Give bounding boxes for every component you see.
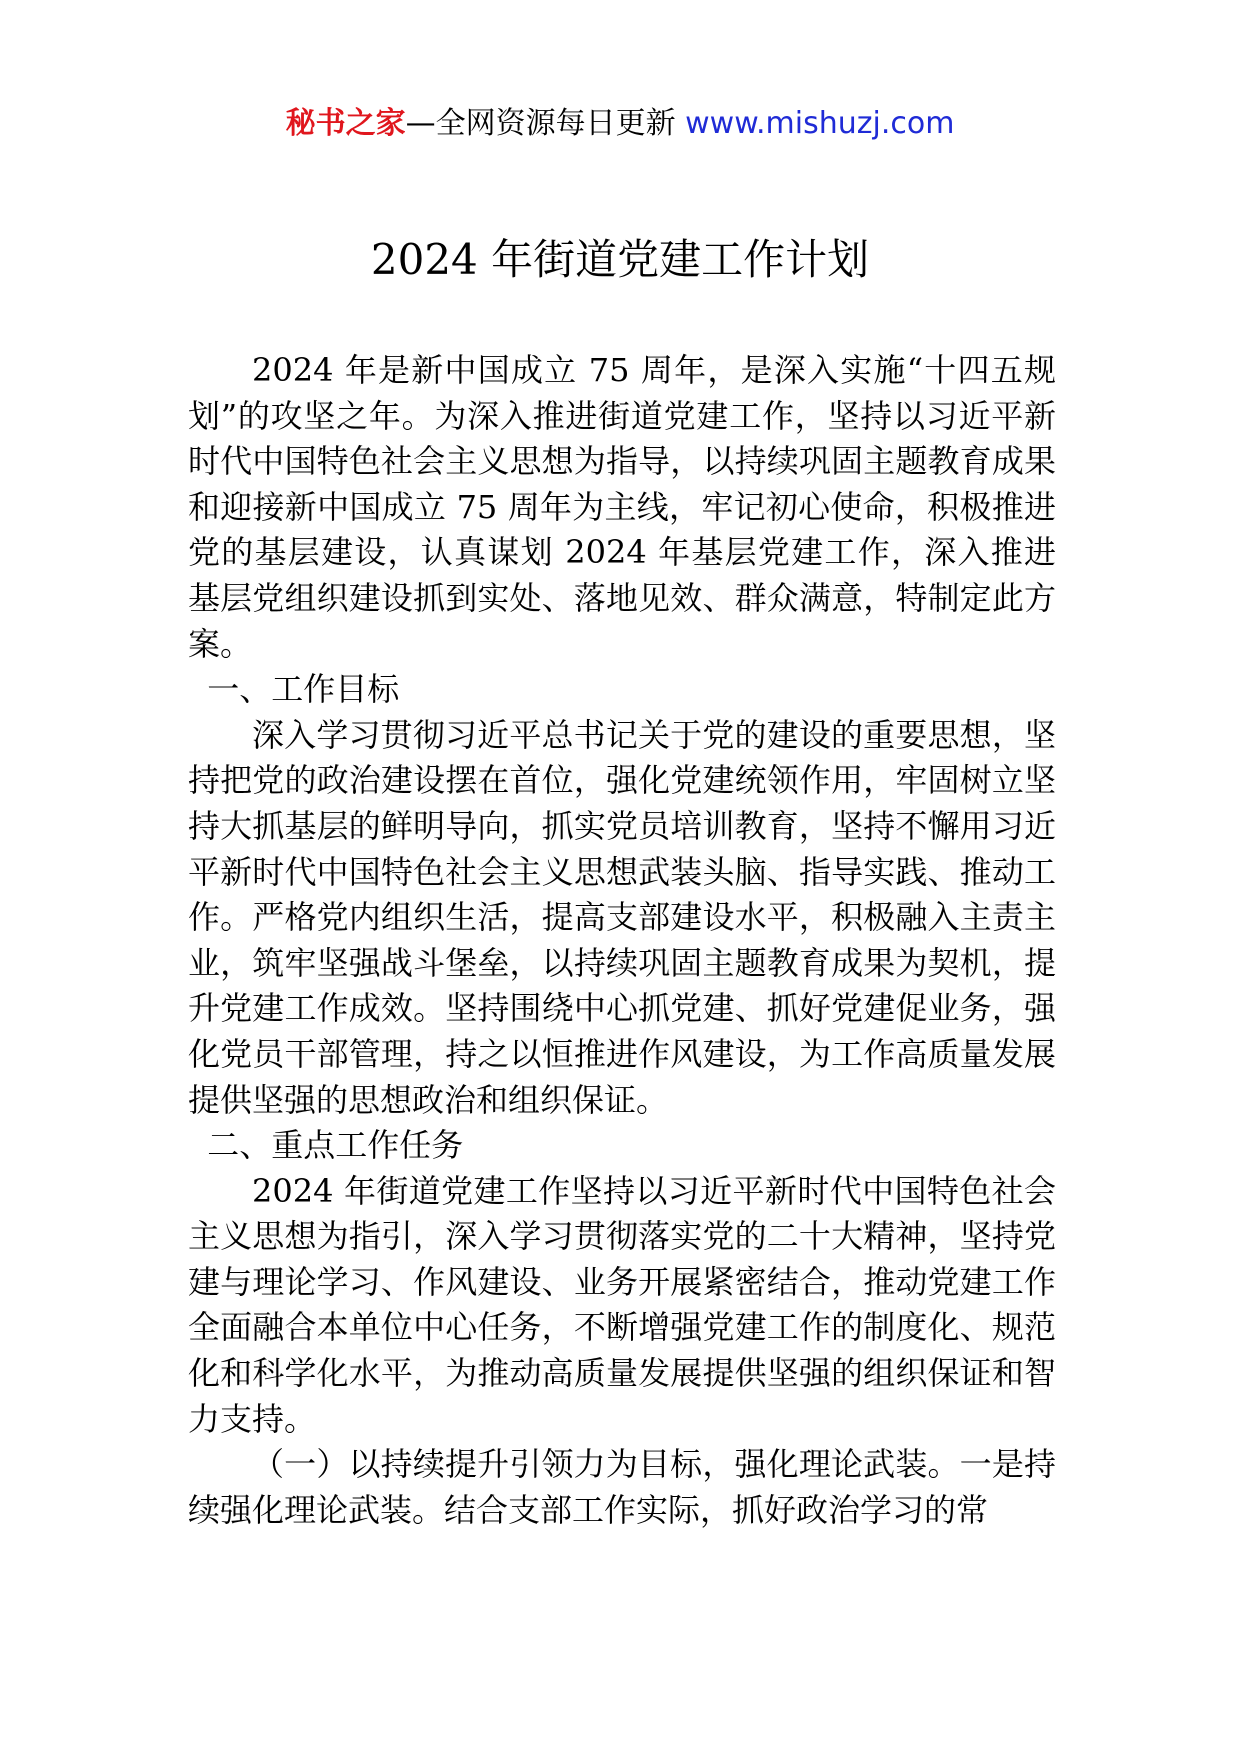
- tasks-paragraph: 2024 年街道党建工作坚持以习近平新时代中国特色社会主义思想为指引，深入学习贯彻落实党的二十大精神，坚持党建与理论学习、作风建设、业务开展紧密结合，推动党建工作全面融合本单位中心任务，不断增强党建工作的制度化、规范化和科学化水平，为推动高质量发展提供坚强的组织保证和智力支持。: [188, 1171, 1056, 1438]
- banner-slogan: —全网资源每日更新: [405, 106, 686, 141]
- document-title: 2024 年街道党建工作计划: [370, 235, 870, 284]
- intro-paragraph: 2024 年是新中国成立 75 周年，是深入实施“十四五规划”的攻坚之年。为深入推进街道党建工作，坚持以习近平新时代中国特色社会主义思想为指导，以持续巩固主题教育成果和迎接新中国成立 75 周年为主线，牢记初心使命，积极推进党的基层建设，认真谋划 2024 年基层党建工作，深入推进基层党组织建设抓到实处、落地见效、群众满意，特制定此方案。: [188, 351, 1056, 663]
- section-heading-tasks: 二、重点工作任务: [207, 1126, 464, 1165]
- subtask-paragraph: （一）以持续提升引领力为目标，强化理论武装。一是持续强化理论武装。结合支部工作实际，抓好政治学习的常: [188, 1445, 1056, 1529]
- section-heading-goals: 一、工作目标: [207, 670, 400, 709]
- site-banner: [0, 104, 1240, 144]
- brand-name: 秘书之家: [285, 106, 406, 141]
- document-body: [188, 348, 1056, 1533]
- goals-paragraph: 深入学习贯彻习近平总书记关于党的建设的重要思想，坚持把党的政治建设摆在首位，强化党建统领作用，牢固树立坚持大抓基层的鲜明导向，抓实党员培训教育，坚持不懈用习近平新时代中国特色社会主义思想武装头脑、指导实践、推动工作。严格党内组织生活，提高支部建设水平，积极融入主责主业，筑牢坚强战斗堡垒，以持续巩固主题教育成果为契机，提升党建工作成效。坚持围绕中心抓党建、抓好党建促业务，强化党员干部管理，持之以恒推进作风建设，为工作高质量发展提供坚强的思想政治和组织保证。: [188, 715, 1056, 1119]
- site-url-link[interactable]: www.mishuzj.com: [685, 106, 955, 141]
